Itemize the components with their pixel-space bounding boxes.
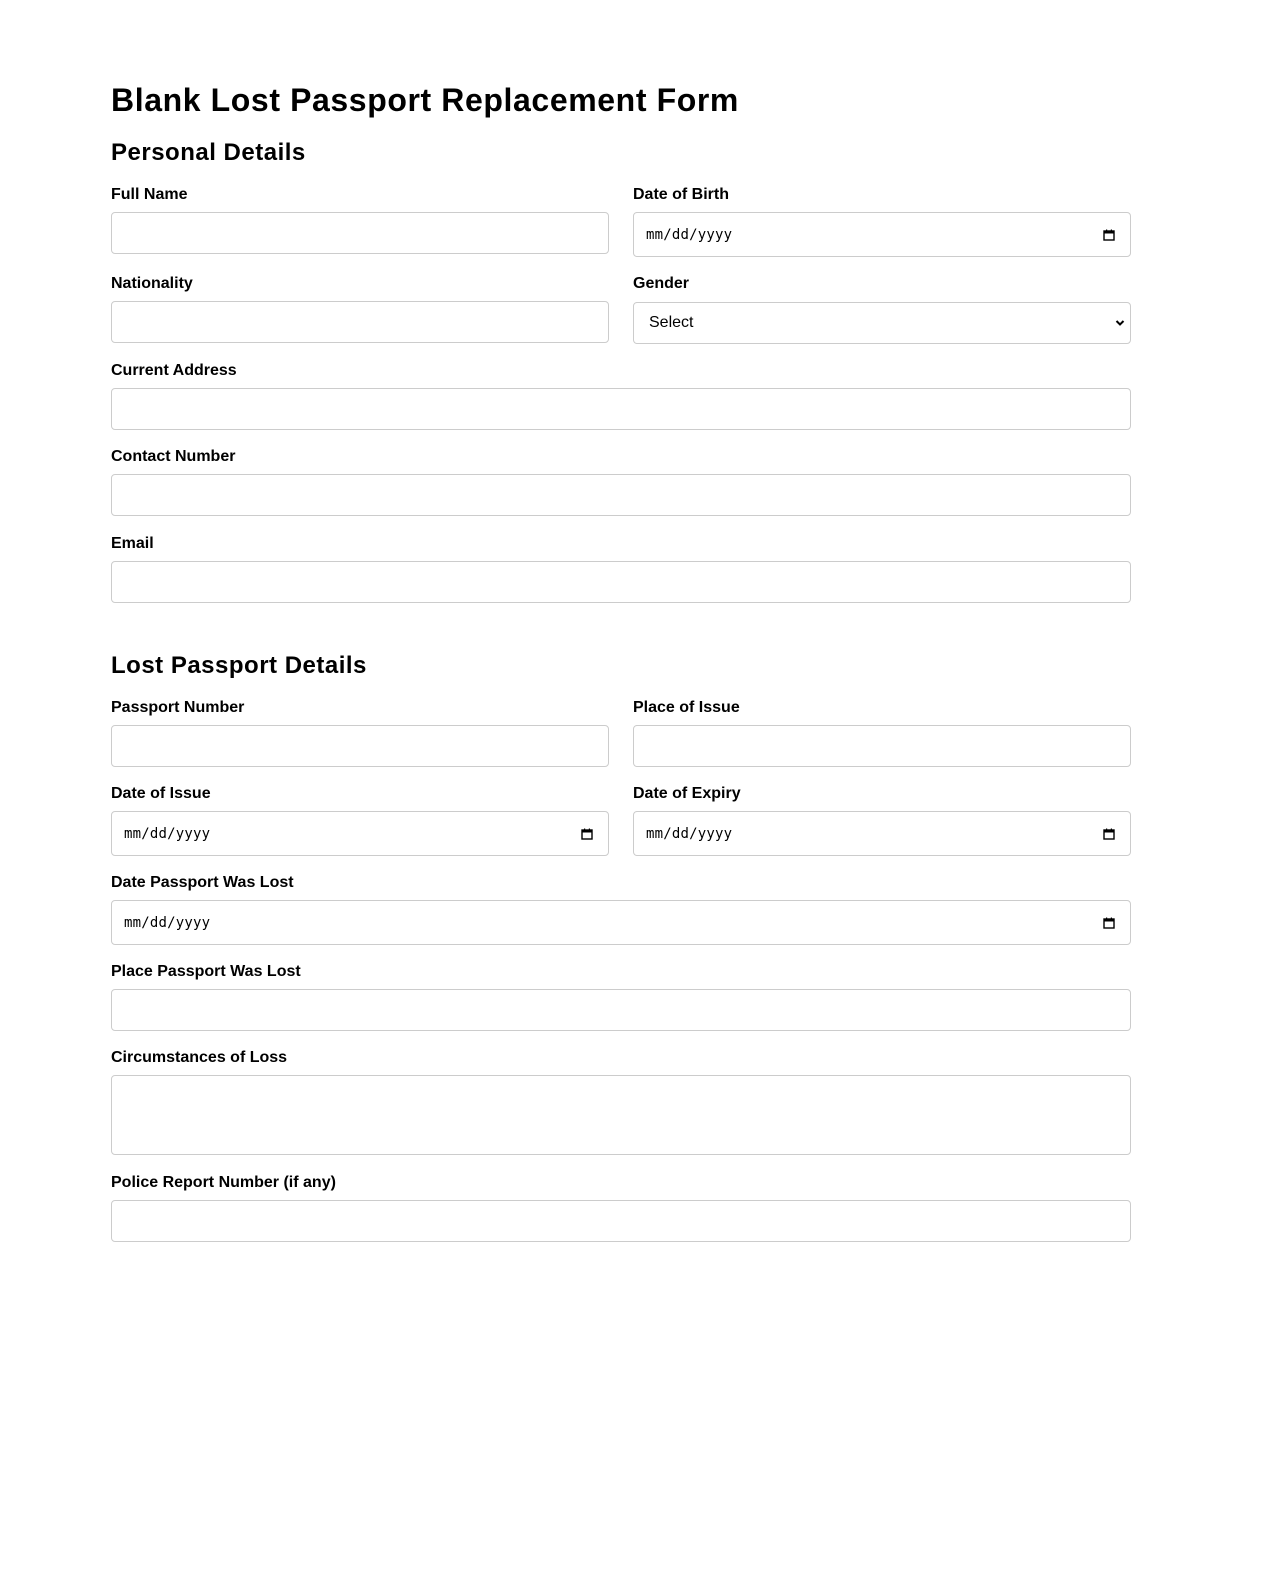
full-name-label: Full Name [111, 186, 188, 203]
date-of-expiry-label: Date of Expiry [633, 785, 741, 802]
current-address-label: Current Address [111, 362, 237, 379]
contact-number-label: Contact Number [111, 448, 236, 465]
circumstances-textarea[interactable] [111, 1075, 1131, 1155]
date-placeholder: mm/dd/yyyy [646, 825, 733, 842]
calendar-icon[interactable] [1103, 828, 1115, 840]
page-title: Blank Lost Passport Replacement Form [111, 82, 739, 118]
section-heading-lost-passport-details: Lost Passport Details [111, 652, 367, 679]
gender-label: Gender [633, 275, 690, 292]
passport-number-input[interactable] [111, 725, 609, 767]
date-placeholder: mm/dd/yyyy [124, 825, 211, 842]
date-of-issue-label: Date of Issue [111, 785, 211, 802]
place-lost-label: Place Passport Was Lost [111, 963, 301, 980]
nationality-input[interactable] [111, 301, 609, 343]
nationality-label: Nationality [111, 275, 193, 292]
contact-number-input[interactable] [111, 474, 1131, 516]
full-name-input[interactable] [111, 212, 609, 254]
place-of-issue-input[interactable] [633, 725, 1131, 767]
police-report-input[interactable] [111, 1200, 1131, 1242]
date-of-issue-input[interactable] [111, 811, 609, 856]
date-placeholder: mm/dd/yyyy [124, 914, 211, 931]
date-lost-input[interactable] [111, 900, 1131, 945]
passport-number-label: Passport Number [111, 699, 245, 716]
place-lost-input[interactable] [111, 989, 1131, 1031]
current-address-input[interactable] [111, 388, 1131, 430]
date-of-expiry-input[interactable] [633, 811, 1131, 856]
gender-selected-value: Select [649, 314, 694, 331]
place-of-issue-label: Place of Issue [633, 699, 740, 716]
gender-select[interactable] [633, 302, 1131, 344]
date-lost-label: Date Passport Was Lost [111, 874, 294, 891]
calendar-icon[interactable] [1103, 917, 1115, 929]
chevron-down-icon [1115, 319, 1125, 327]
email-input[interactable] [111, 561, 1131, 603]
date-of-birth-label: Date of Birth [633, 186, 729, 203]
circumstances-label: Circumstances of Loss [111, 1049, 288, 1066]
police-report-label: Police Report Number (if any) [111, 1174, 336, 1191]
calendar-icon[interactable] [1103, 229, 1115, 241]
section-heading-personal-details: Personal Details [111, 139, 306, 166]
email-label: Email [111, 535, 154, 552]
date-of-birth-input[interactable] [633, 212, 1131, 257]
calendar-icon[interactable] [581, 828, 593, 840]
date-placeholder: mm/dd/yyyy [646, 226, 733, 243]
